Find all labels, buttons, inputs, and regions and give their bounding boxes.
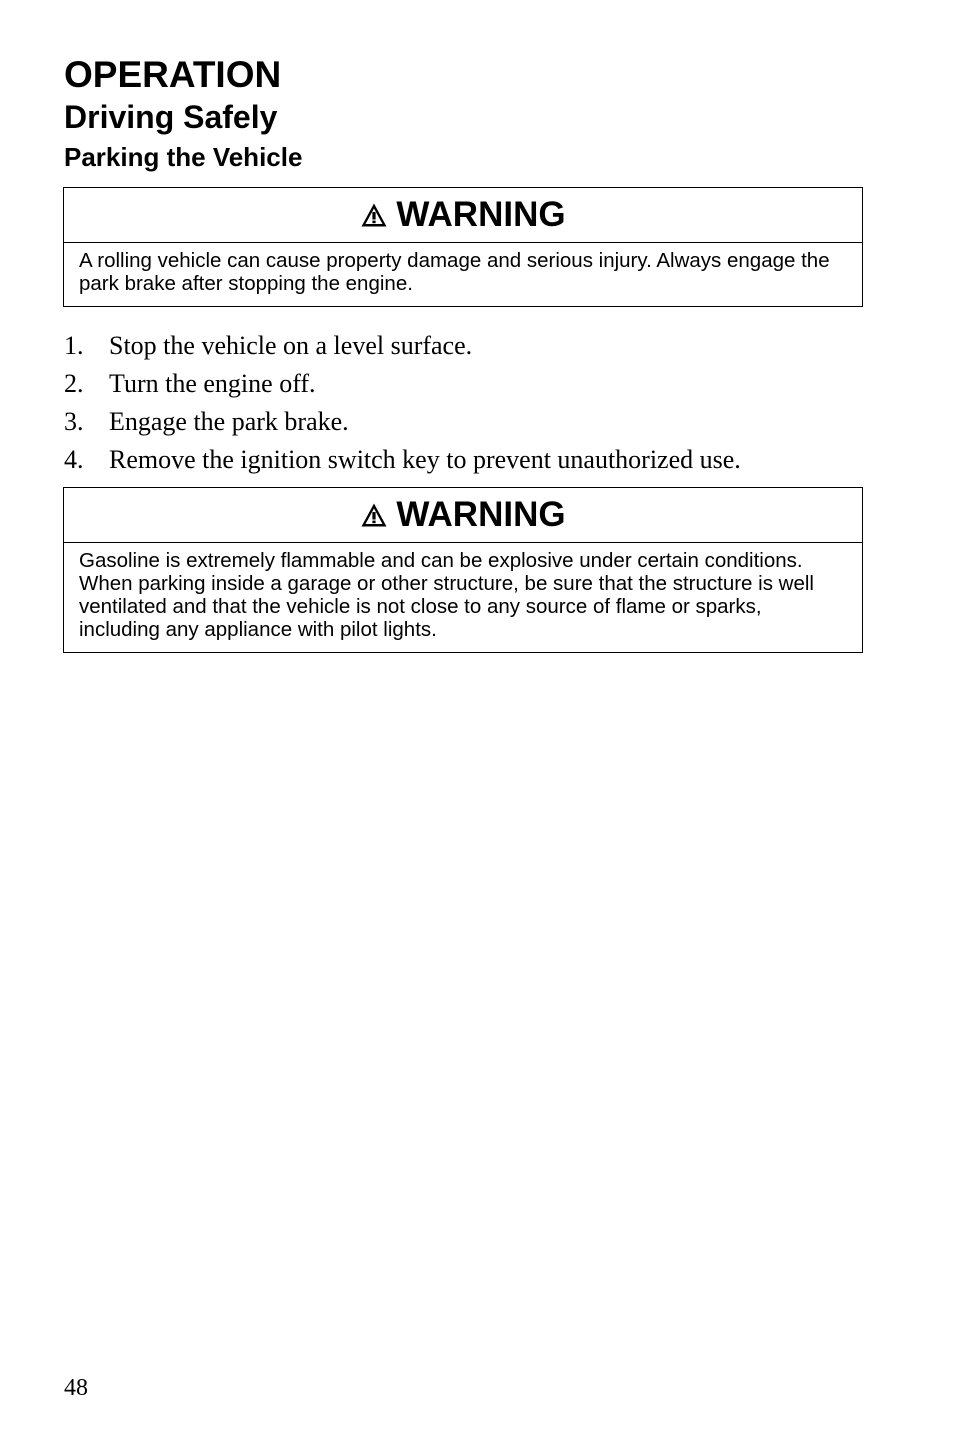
list-item bbox=[64, 365, 741, 403]
list-item bbox=[64, 441, 741, 479]
step-number: 4. bbox=[64, 445, 84, 474]
warning-triangle-icon bbox=[360, 502, 388, 528]
step-text: Turn the engine off. bbox=[109, 369, 316, 398]
list-item bbox=[64, 327, 741, 365]
step-text: Remove the ignition switch key to prevent unauthorized use. bbox=[109, 445, 741, 474]
list-item bbox=[64, 403, 741, 441]
step-number: 2. bbox=[64, 369, 84, 398]
warning-label: WARNING bbox=[396, 195, 566, 234]
topic-title: Parking the Vehicle bbox=[64, 142, 303, 172]
warning-header bbox=[64, 188, 862, 243]
section-title: OPERATION bbox=[64, 54, 282, 95]
step-text: Engage the park brake. bbox=[109, 407, 349, 436]
warning-header bbox=[64, 488, 862, 543]
warning-triangle-icon bbox=[360, 202, 388, 228]
parking-steps-list bbox=[64, 327, 741, 479]
warning-label: WARNING bbox=[396, 495, 566, 534]
step-number: 3. bbox=[64, 407, 84, 436]
warning-text: Gasoline is extremely flammable and can be explosive under certain conditions. When parking inside a garage or other structure, be sure that the structure is well ventilated and that the vehicle is not close to any source of flame or sparks, including any appliance with pilot lights. bbox=[79, 549, 814, 641]
warning-box-rolling-vehicle bbox=[63, 187, 863, 307]
warning-box-gasoline bbox=[63, 487, 863, 653]
subsection-title: Driving Safely bbox=[64, 99, 278, 135]
step-number: 1. bbox=[64, 331, 84, 360]
warning-text: A rolling vehicle can cause property damage and serious injury. Always engage the park brake after stopping the engine. bbox=[79, 249, 830, 295]
step-text: Stop the vehicle on a level surface. bbox=[109, 331, 473, 360]
page-number: 48 bbox=[64, 1375, 88, 1401]
